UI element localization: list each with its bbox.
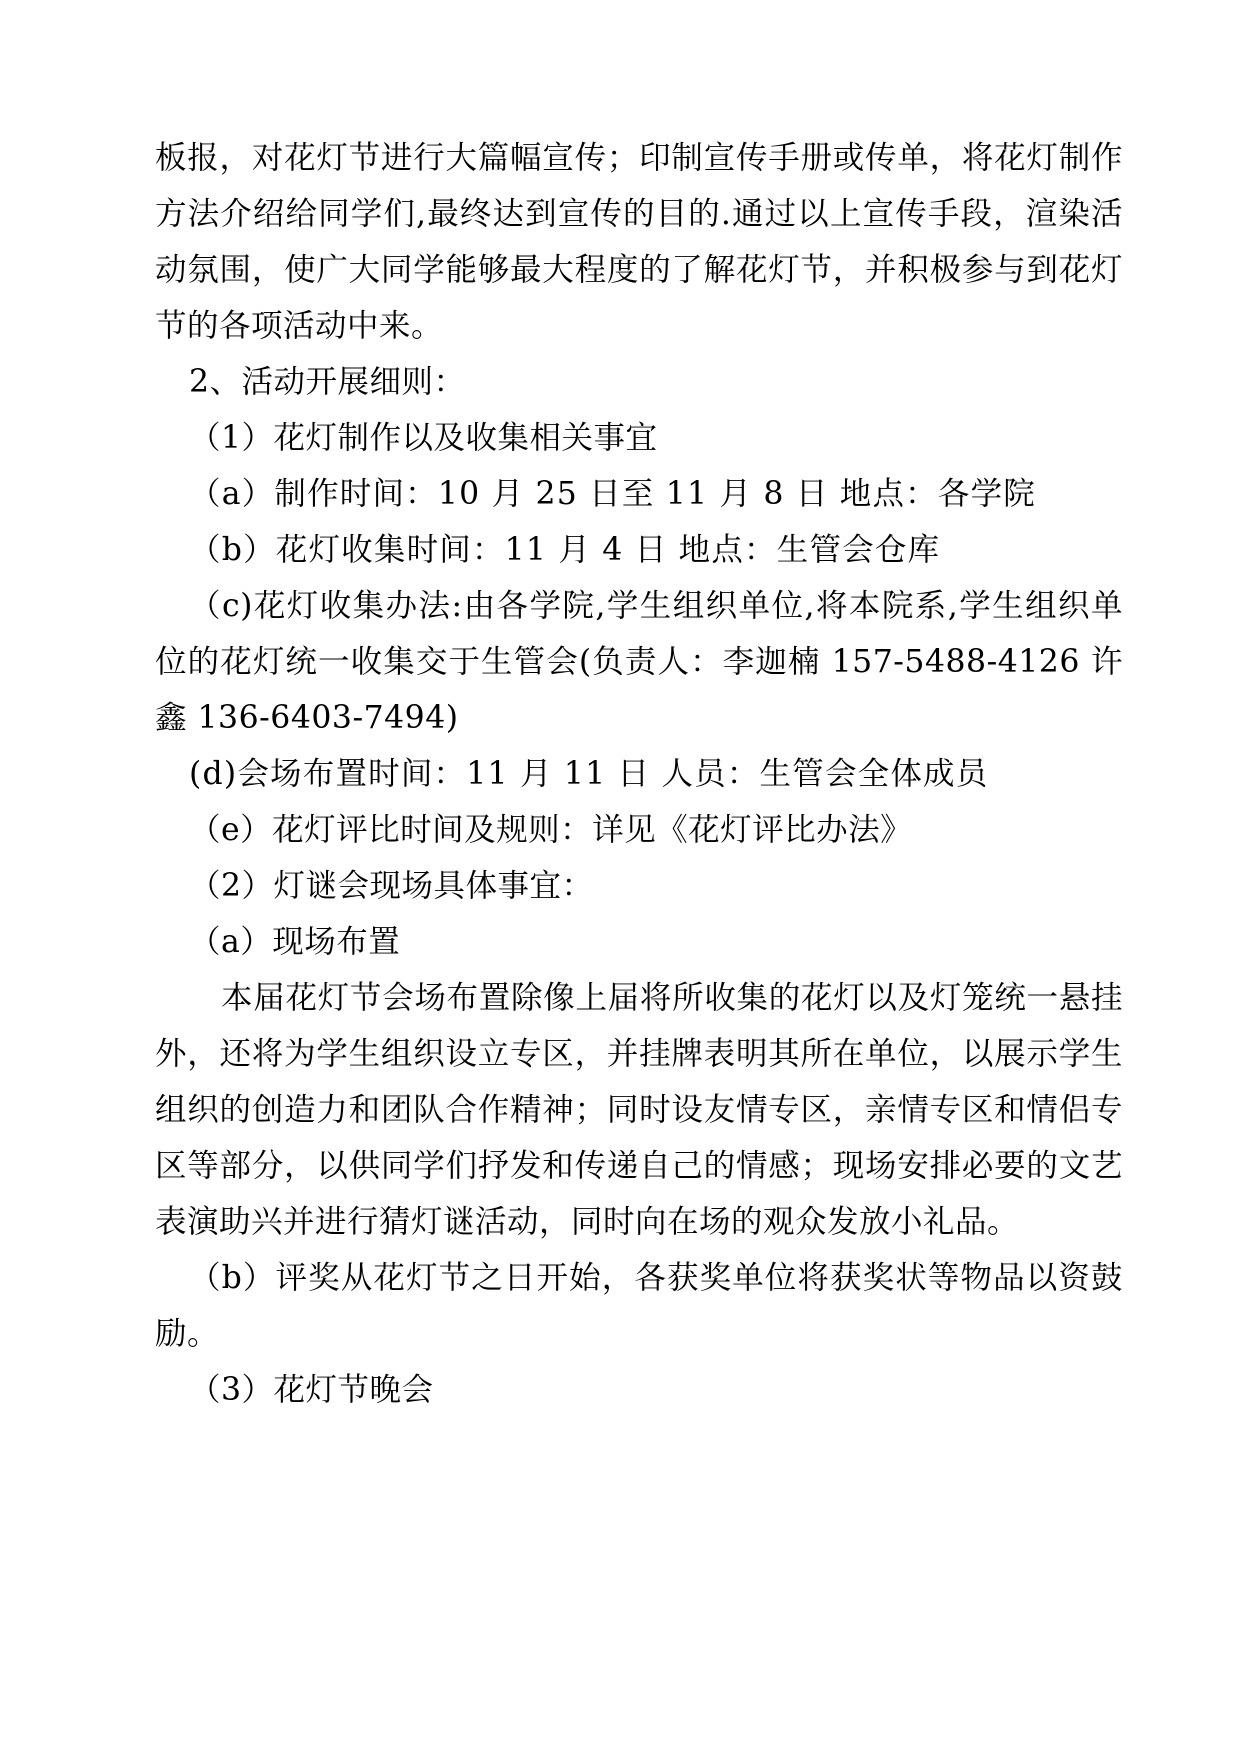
paragraph-item-3: （3）花灯节晚会 [189, 1372, 434, 1408]
document-body [155, 130, 1123, 1418]
paragraph-item-1: （1）花灯制作以及收集相关事宜 [189, 420, 658, 456]
paragraph-promotion-continued: 板报，对花灯节进行大篇幅宣传；印制宣传手册或传单，将花灯制作方法介绍给同学们,最终达到宣传的目的.通过以上宣传手段，渲染活动氛围，使广大同学能够最大程度的了解花灯节，并积极参与到花灯节的各项活动中来。 [155, 140, 1123, 344]
paragraph-item-e-judging: （e）花灯评比时间及规则：详见《花灯评比办法》 [189, 812, 913, 848]
paragraph-item-a-time: （a）制作时间：10 月 25 日至 11 月 8 日 地点：各学院 [189, 476, 1036, 512]
paragraph-section-2: 2、活动开展细则： [189, 364, 466, 400]
paragraph-item-2: （2）灯谜会现场具体事宜： [189, 868, 594, 904]
paragraph-item-c-method: （c)花灯收集办法:由各学院,学生组织单位,将本院系,学生组织单位的花灯统一收集交于生管会(负责人：李迦楠 157-5488-4126 许鑫 136-6403-7494) [155, 588, 1123, 736]
paragraph-venue-detail: 本届花灯节会场布置除像上届将所收集的花灯以及灯笼统一悬挂外，还将为学生组织设立专区，并挂牌表明其所在单位，以展示学生组织的创造力和团队合作精神；同时设友情专区，亲情专区和情侣专区等部分，以供同学们抒发和传递自己的情感；现场安排必要的文艺表演助兴并进行猜灯谜活动，同时向在场的观众发放小礼品。 [155, 980, 1123, 1240]
paragraph-item-2a: （a）现场布置 [189, 924, 401, 960]
paragraph-item-d-venue: (d)会场布置时间：11 月 11 日 人员：生管会全体成员 [189, 756, 989, 792]
paragraph-item-b-collect: （b）花灯收集时间：11 月 4 日 地点：生管会仓库 [189, 532, 941, 568]
paragraph-item-2b: （b）评奖从花灯节之日开始，各获奖单位将获奖状等物品以资鼓励。 [155, 1260, 1123, 1352]
